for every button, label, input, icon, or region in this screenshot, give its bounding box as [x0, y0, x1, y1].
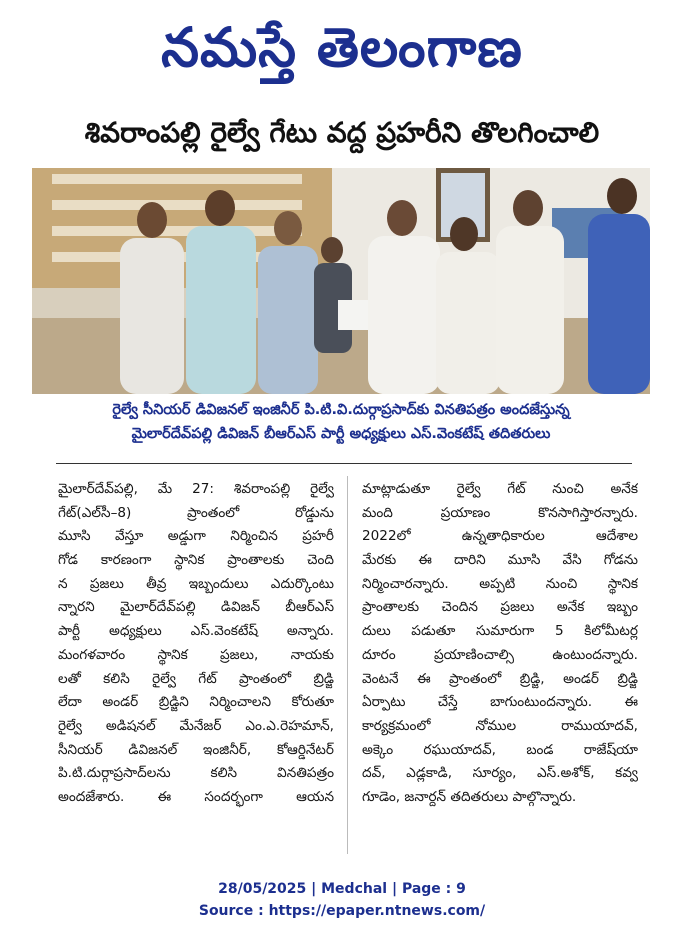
body-line: పార్టీ అధ్యక్షులు ఎస్.వెంకటేష్ అన్నారు. — [58, 623, 334, 640]
body-line: మూసి వేస్తూ అడ్డుగా నిర్మించిన ప్రహరీ — [58, 528, 334, 545]
body-line: న్నారని మైలార్‌దేవ్‌పల్లి డివిజన్ బీఆర్‌ఎస్ — [58, 599, 334, 616]
body-line: గోడ కారణంగా స్థానిక ప్రాంతాలకు చెంది — [58, 552, 334, 569]
body-line: ఏర్పాటు చేస్తే బాగుంటుందన్నారు. ఈ — [362, 694, 638, 711]
article-headline: శివరాంపల్లి రైల్వే గేటు వద్ద ప్రహరీని తొలగించాలి — [84, 116, 600, 149]
caption-line: రైల్వే సీనియర్ డివిజనల్ ఇంజినీర్ పి.టి.వి.దుర్గాప్రసాద్‌కు వినతిపత్రం అందజేస్తున్న — [112, 402, 570, 418]
body-line: దులు పడుతూ సుమారుగా 5 కిలోమీటర్ల — [362, 623, 638, 640]
body-line: మాట్లాడుతూ రైల్వే గేట్ నుంచి అనేక — [362, 481, 638, 497]
body-line: కార్యక్రమంలో నోముల రాముయాదవ్, — [362, 717, 638, 734]
body-line: మేరకు ఈ దారిని మూసి వేసి గోడను — [362, 552, 638, 569]
body-line: పి.టి.దుర్గాప్రసాద్‌లను కలిసి వినతిపత్రం — [58, 765, 334, 782]
edition-info: 28/05/2025 | Medchal | Page : 9 — [218, 881, 466, 897]
body-line: గేట్(ఎల్‌సీ–8) ప్రాంతంలో రోడ్డును — [58, 504, 334, 521]
body-line: మైలార్‌దేవ్‌పల్లి, మే 27: శివరాంపల్లి రైల్వే — [58, 481, 334, 497]
body-line: ప్రాంతాలకు చెందిన ప్రజలు అనేక ఇబ్బం — [362, 599, 638, 616]
body-line: వెంటనే ఈ ప్రాంతంలో బ్రిడ్జి, అండర్ బ్రిడ్జి — [362, 670, 638, 687]
article-body-left-column — [58, 478, 334, 810]
column-divider — [347, 476, 348, 854]
body-line: లేదా అండర్ బ్రిడ్జిని నిర్మించాలని కోరుతూ — [58, 694, 334, 711]
body-line: అందజేశారు. ఈ సందర్భంగా ఆయన — [58, 788, 334, 805]
source-link[interactable]: Source : https://epaper.ntnews.com/ — [198, 903, 486, 919]
body-line: గూడెం, జనార్దన్ తదితరులు పాల్గొన్నారు. — [362, 788, 577, 805]
body-line: సీనియర్ డివిజనల్ ఇంజినీర్, కోఆర్డినేటర్ — [58, 741, 334, 758]
body-line: న ప్రజలు తీవ్ర ఇబ్బందులు ఎదుర్కొంటు — [58, 575, 334, 592]
body-line: అక్కెం రఘుయాదవ్, బండ రాజేష్‌యా — [362, 741, 638, 758]
photo-illustration — [32, 168, 650, 394]
body-line: మంది ప్రయాణం కొనసాగిస్తారన్నారు. — [362, 504, 638, 521]
body-line: దవ్, ఎడ్లకాడి, సూర్యం, ఎస్.అశోక్, కవ్వ — [362, 765, 638, 782]
newspaper-masthead: నమస్తే తెలంగాణ — [161, 15, 523, 79]
body-line: నిర్మించారన్నారు. అప్పటి నుంచి స్థానిక — [362, 575, 638, 592]
body-line: 2022లో ఉన్నతాధికారుల ఆదేశాల — [362, 528, 638, 545]
page-footer — [0, 878, 684, 922]
body-line: దూరం ప్రయాణించాల్సి ఉంటుందన్నారు. — [362, 646, 638, 663]
article-body-right-column — [362, 478, 638, 810]
body-line: రైల్వే అడిషనల్ మేనేజర్ ఎం.ఎ.రెహమాన్, — [58, 717, 334, 734]
caption-line: మైలార్‌దేవ్‌పల్లి డివిజన్ బీఆర్‌ఎస్ పార్టీ అధ్యక్షులు ఎస్.వెంకటేష్ తదితరులు — [131, 426, 551, 442]
section-divider — [56, 463, 632, 464]
body-line: మంగళవారం స్థానిక ప్రజలు, నాయకు — [58, 646, 334, 663]
body-line: లతో కలిసి రైల్వే గేట్ ప్రాంతంలో బ్రిడ్జి — [58, 670, 334, 687]
article-photo — [32, 168, 650, 394]
photo-caption — [32, 398, 650, 448]
